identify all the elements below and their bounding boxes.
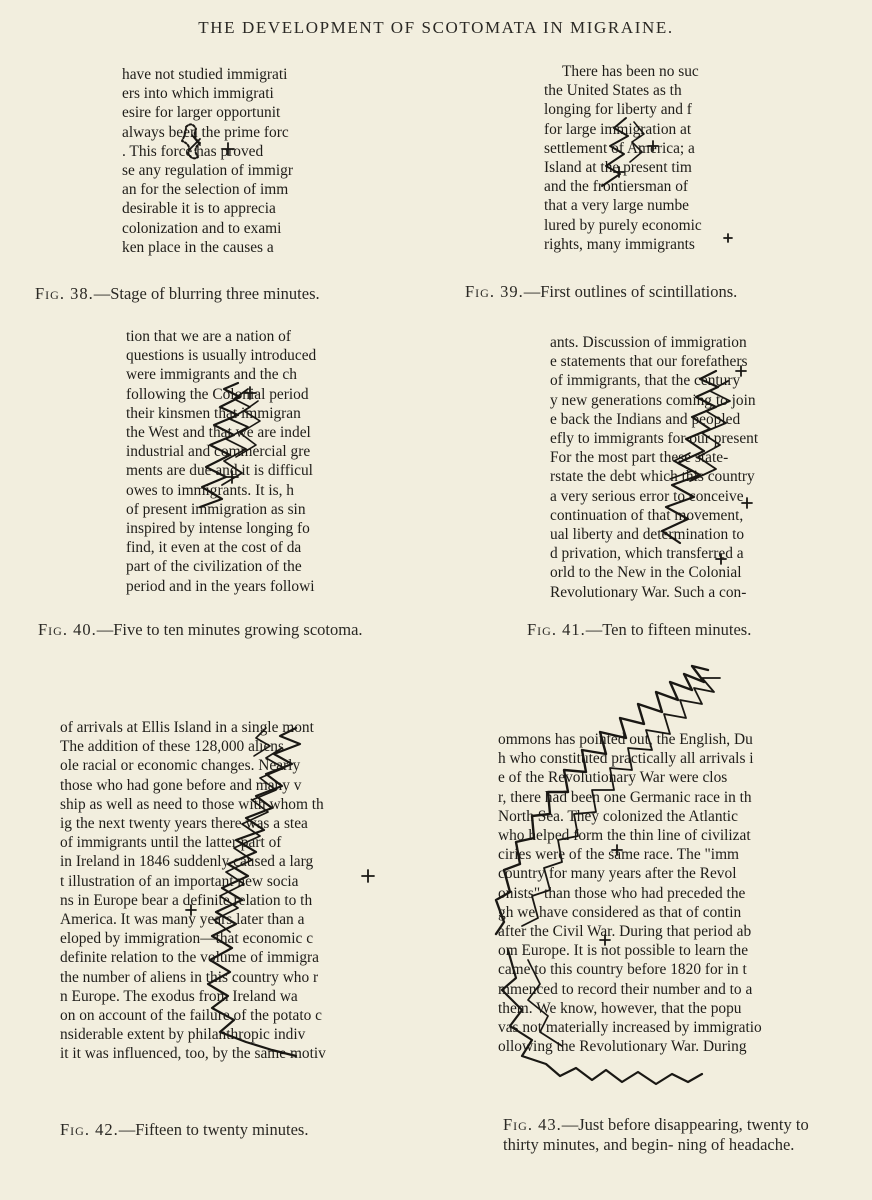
text-line: longing for liberty and f (544, 101, 692, 119)
text-line: om Europe. It is not possible to learn the (498, 942, 749, 960)
text-line: country for many years after the Revol (498, 865, 737, 883)
text-line: of immigrants, that the century (550, 372, 741, 390)
figure-41-caption: Fig. 41.—Ten to fifteen minutes. (527, 620, 752, 639)
text-line: of arrivals at Ellis Island in a single mont (60, 719, 314, 736)
text-line: e of the Revolutionary War were clos (498, 769, 728, 787)
text-line: gh we have considered as that of contin (498, 903, 742, 921)
text-line: continuation of that movement, (550, 506, 744, 524)
text-line: ns in Europe bear a definite relation to th (60, 891, 313, 909)
text-line: their kinsmen that immigran (126, 404, 301, 422)
text-line: ommons has pointed out, the English, Du (498, 731, 753, 748)
text-line: for large immigration at (544, 120, 692, 138)
text-line: ers into which immigrati (122, 85, 274, 103)
figure-39-caption: Fig. 39.—First outlines of scintillations. (465, 282, 738, 301)
text-line: ole racial or economic changes. Nearly (60, 757, 301, 775)
figure-41 (550, 333, 806, 601)
text-line: mmenced to record their number and to a (498, 980, 753, 998)
text-line: t illustration of an important new socia (60, 872, 299, 890)
scintillation-outline (544, 62, 734, 257)
text-line: colonization and to exami (122, 219, 282, 237)
text-line: e back the Indians and peopled (550, 410, 741, 428)
text-line: The addition of these 128,000 aliens (60, 738, 284, 756)
text-line: h who constituted practically all arrivals i (498, 750, 754, 768)
text-line: have not studied immigrati (122, 66, 288, 83)
text-line: For the most part these state- (550, 449, 729, 467)
figure-38-caption: Fig. 38.—Stage of blurring three minutes. (35, 284, 320, 303)
text-line: esire for larger opportunit (122, 104, 281, 122)
text-line: following the Colonial period (126, 385, 309, 403)
text-line: of present immigration as sin (126, 500, 306, 518)
text-line: lured by purely economic (544, 216, 702, 234)
text-line: and the frontiersman of (544, 178, 689, 196)
text-line: vas not materially increased by immigratio (498, 1019, 762, 1037)
text-line: part of the civilization of the (126, 558, 302, 576)
text-line: an for the selection of imm (122, 181, 289, 199)
scotoma-arc (60, 718, 390, 1064)
scotoma-zigzag (126, 327, 356, 595)
text-line: rights, many immigrants (544, 235, 695, 253)
text-line: ollowing the Revolutionary War. During (498, 1038, 747, 1056)
figure-42-caption: Fig. 42.—Fifteen to twenty minutes. (60, 1120, 309, 1139)
text-line: definite relation to the volume of immigra (60, 949, 320, 967)
text-line: the West and that we are indel (126, 424, 311, 442)
text-line: r, there had been one Germanic race in th (498, 788, 752, 806)
text-line: questions is usually introduced (126, 347, 317, 365)
text-line: on on account of the failure of the potato c (60, 1007, 322, 1025)
text-line: after the Civil War. During that period ab (498, 923, 752, 941)
text-line: of immigrants until the latter part of (60, 834, 282, 852)
text-line: se any regulation of immigr (122, 162, 293, 180)
text-line: ual liberty and determination to (550, 526, 745, 544)
text-line: rstate the debt which this country (550, 468, 755, 486)
text-line: efly to immigrants for our present (550, 430, 759, 448)
text-line: that a very large numbe (544, 197, 690, 215)
text-line: ments are due and it is difficul (126, 462, 313, 480)
scotoma-large-arc (488, 660, 814, 1100)
text-line: desirable it is to apprecia (122, 200, 276, 218)
text-line: ants. Discussion of immigration (550, 334, 747, 351)
figure-42 (60, 718, 390, 1064)
text-line: inspired by intense longing fo (126, 520, 310, 538)
text-line: a very serious error to conceive (550, 487, 744, 505)
text-line: America. It was many years later than a (60, 911, 305, 929)
text-line: them. We know, however, that the popu (498, 999, 742, 1017)
text-line: Island at the present tim (544, 159, 692, 177)
text-line: Revolutionary War. Such a con- (550, 583, 747, 601)
text-line: in Ireland in 1846 suddenly caused a larg (60, 853, 314, 871)
text-line: the number of aliens in this country who r (60, 968, 319, 986)
scotoma-blur (122, 65, 324, 260)
figure-38 (122, 65, 324, 260)
text-line: There has been no suc (562, 63, 699, 80)
figure-43 (488, 660, 814, 1100)
text-line: industrial and commercial gre (126, 443, 311, 461)
text-line: ship as well as need to those with whom th (60, 795, 324, 813)
text-line: . This force has proved (122, 142, 264, 160)
text-line: it it was influenced, too, by the same motiv (60, 1045, 326, 1063)
text-line: who helped form the thin line of civilizat (498, 827, 751, 845)
figure-40 (126, 327, 356, 595)
text-line: y new generations coming to join (550, 391, 756, 409)
figure-40-caption: Fig. 40.—Five to ten minutes growing scotoma. (38, 620, 363, 639)
text-line: came to this country before 1820 for in t (498, 961, 747, 979)
text-line: orld to the New in the Colonial (550, 564, 742, 582)
page-header: THE DEVELOPMENT OF SCOTOMATA IN MIGRAINE. (198, 18, 674, 37)
text-line: tion that we are a nation of (126, 328, 291, 345)
text-line: onists" than those who had preceded the (498, 884, 746, 902)
text-line: d privation, which transferred a (550, 545, 744, 563)
text-line: settlement of America; a (544, 139, 695, 157)
text-line: period and in the years followi (126, 577, 315, 595)
figure-39 (544, 62, 734, 257)
text-line: always been the prime forc (122, 123, 289, 141)
text-line: were immigrants and the ch (126, 366, 297, 384)
text-line: ken place in the causes a (122, 238, 274, 256)
figure-43-caption: Fig. 43.—Just before disappearing, twenty to thirty minutes, and begin- ning of headache. (503, 1115, 809, 1154)
text-line: eloped by immigration—that economic c (60, 930, 314, 948)
text-line: those who had gone before and many v (60, 776, 302, 794)
text-line: the United States as th (544, 82, 682, 100)
text-line: owes to immigrants. It is, h (126, 481, 295, 499)
text-line: e statements that our forefathers (550, 353, 748, 371)
text-line: nsiderable extent by philanthropic indiv (60, 1026, 306, 1044)
scotoma-zigzag (550, 333, 806, 601)
text-line: n Europe. The exodus from Ireland wa (60, 987, 298, 1005)
text-line: North Sea. They colonized the Atlantic (498, 807, 738, 825)
text-line: ig the next twenty years there was a stea (60, 815, 308, 833)
text-line: find, it even at the cost of da (126, 539, 302, 557)
text-line: ciries were of the same race. The "imm (498, 846, 740, 864)
